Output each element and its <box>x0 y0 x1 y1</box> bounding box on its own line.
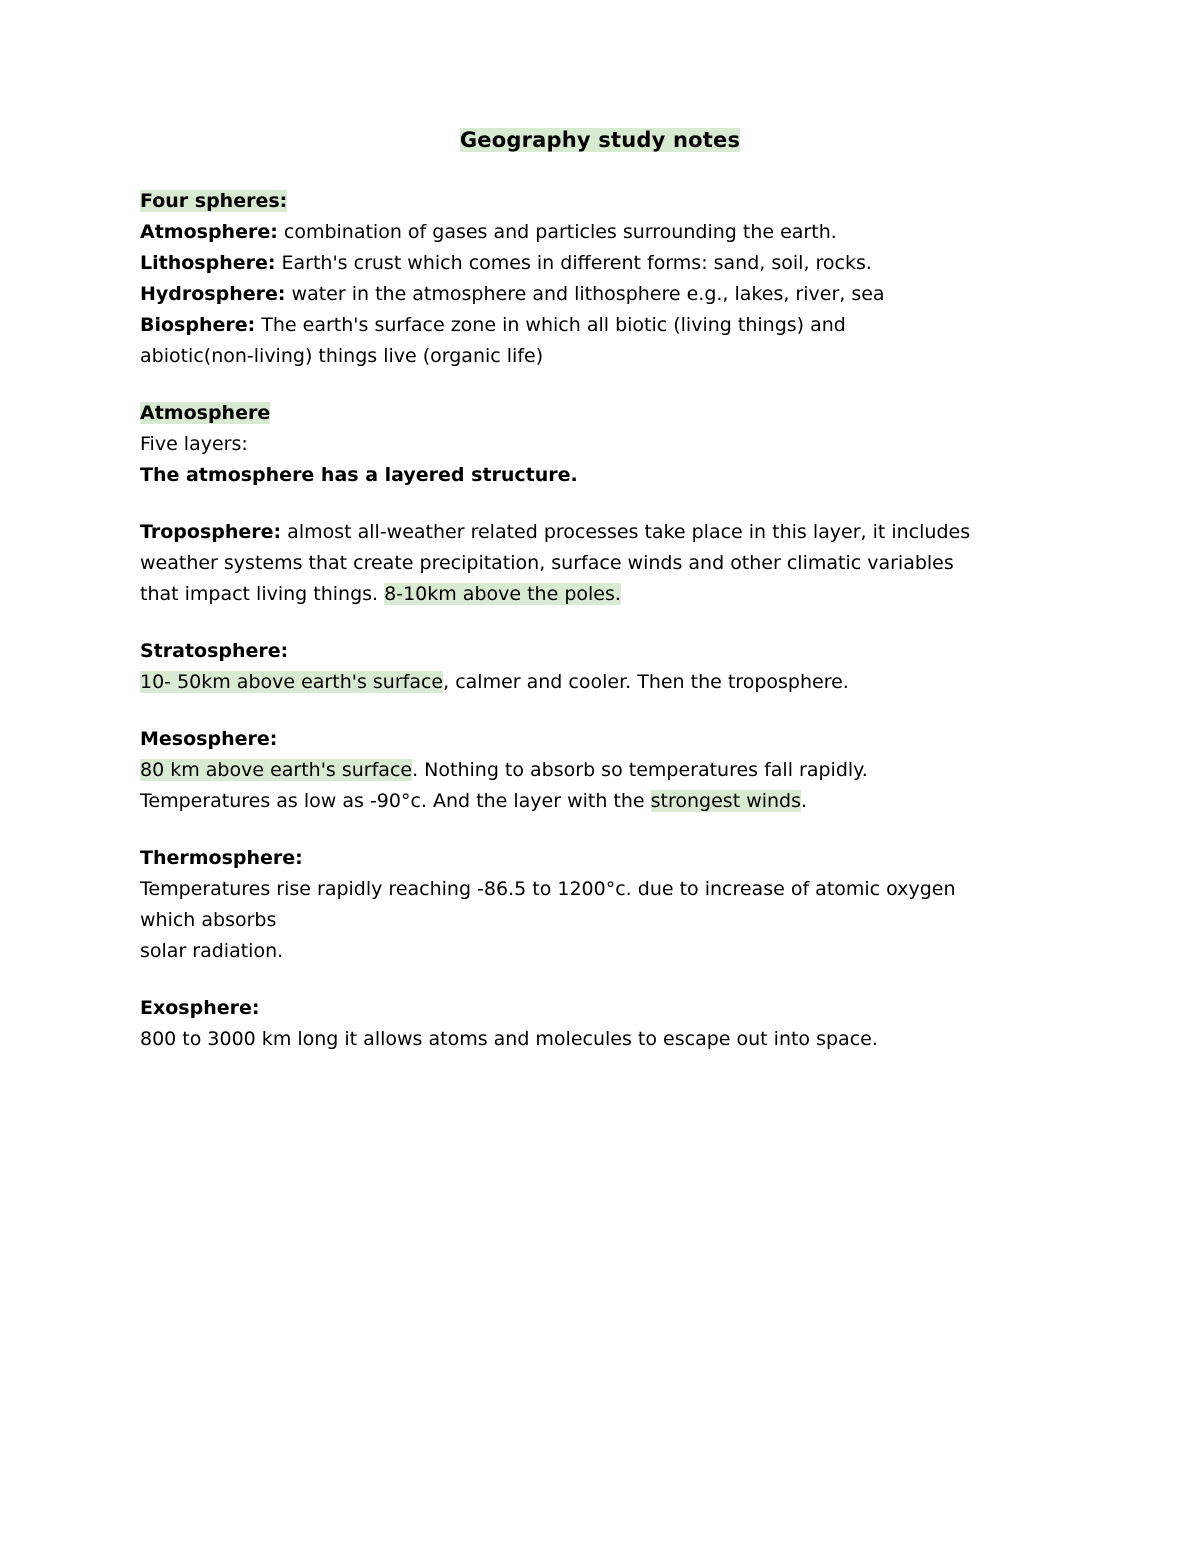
layer-line-3-highlight: strongest winds <box>650 790 802 812</box>
layer-troposphere <box>140 517 1060 610</box>
layer-line-2: 800 to 3000 km long it allows atoms and molecules to escape out into space. <box>140 1028 878 1050</box>
sphere-item-lithosphere <box>140 248 1060 279</box>
layer-line-2-after: . Nothing to absorb so temperatures fall rapidly. <box>412 759 868 781</box>
sphere-term: Biosphere: <box>140 314 256 336</box>
layer-name-heading: Stratosphere: <box>140 640 289 662</box>
layer-line-3 <box>140 579 1060 610</box>
layer-line-2-highlight: 10- 50km above earth's surface <box>140 671 444 693</box>
sphere-item-biosphere <box>140 310 1060 341</box>
layer-thermosphere <box>140 843 1060 967</box>
layer-line-3-before: Temperatures as low as -90°c. And the layer with the <box>140 790 651 812</box>
layer-exosphere <box>140 993 1060 1055</box>
sphere-definition: combination of gases and particles surrounding the earth. <box>277 221 837 243</box>
atmosphere-subtitle: Five layers: <box>140 433 248 455</box>
layer-name: Troposphere: <box>140 521 282 543</box>
layer-line-2 <box>140 755 1060 786</box>
section-atmosphere <box>140 398 1060 1055</box>
layer-line-4: solar radiation. <box>140 940 284 962</box>
layer-stratosphere <box>140 636 1060 698</box>
layer-line-3-after: . <box>801 790 808 812</box>
sphere-item-biosphere-continuation: abiotic(non-living) things live (organic life) <box>140 345 544 367</box>
section-four-spheres <box>140 186 1060 372</box>
layer-line-3 <box>140 786 1060 817</box>
layer-mesosphere <box>140 724 1060 817</box>
sphere-term: Atmosphere: <box>140 221 278 243</box>
layer-name-heading: Exosphere: <box>140 997 260 1019</box>
layer-line-3-highlight: 8-10km above the poles. <box>384 583 621 605</box>
layer-line-2: Temperatures rise rapidly reaching -86.5 to 1200°c. due to increase of atomic oxygen <box>140 878 956 900</box>
layer-name-heading: Thermosphere: <box>140 847 303 869</box>
layer-line-3: which absorbs <box>140 909 277 931</box>
layer-line-2 <box>140 667 1060 698</box>
sphere-item-hydrosphere <box>140 279 1060 310</box>
page-title <box>140 128 1060 152</box>
layer-line-2: weather systems that create precipitation, surface winds and other climatic variables <box>140 552 954 574</box>
atmosphere-intro <box>140 398 1060 491</box>
layer-line-2-highlight: 80 km above earth's surface <box>140 759 413 781</box>
four-spheres-heading: Four spheres: <box>140 190 288 212</box>
sphere-item-atmosphere <box>140 217 1060 248</box>
layer-line-1 <box>140 517 1060 548</box>
page-title-text: Geography study notes <box>459 128 741 152</box>
layer-name-heading: Mesosphere: <box>140 728 278 750</box>
sphere-term: Hydrosphere: <box>140 283 286 305</box>
sphere-definition: water in the atmosphere and lithosphere e.g., lakes, river, sea <box>285 283 885 305</box>
atmosphere-heading: Atmosphere <box>140 402 271 424</box>
atmosphere-bold-statement: The atmosphere has a layered structure. <box>140 464 578 486</box>
layer-line-3-before: that impact living things. <box>140 583 385 605</box>
layer-inline-text: almost all-weather related processes take place in this layer, it includes <box>281 521 971 543</box>
sphere-term: Lithosphere: <box>140 252 276 274</box>
sphere-definition: The earth's surface zone in which all biotic (living things) and <box>255 314 846 336</box>
sphere-definition: Earth's crust which comes in different forms: sand, soil, rocks. <box>275 252 872 274</box>
layer-line-2-after: , calmer and cooler. Then the troposphere. <box>443 671 849 693</box>
